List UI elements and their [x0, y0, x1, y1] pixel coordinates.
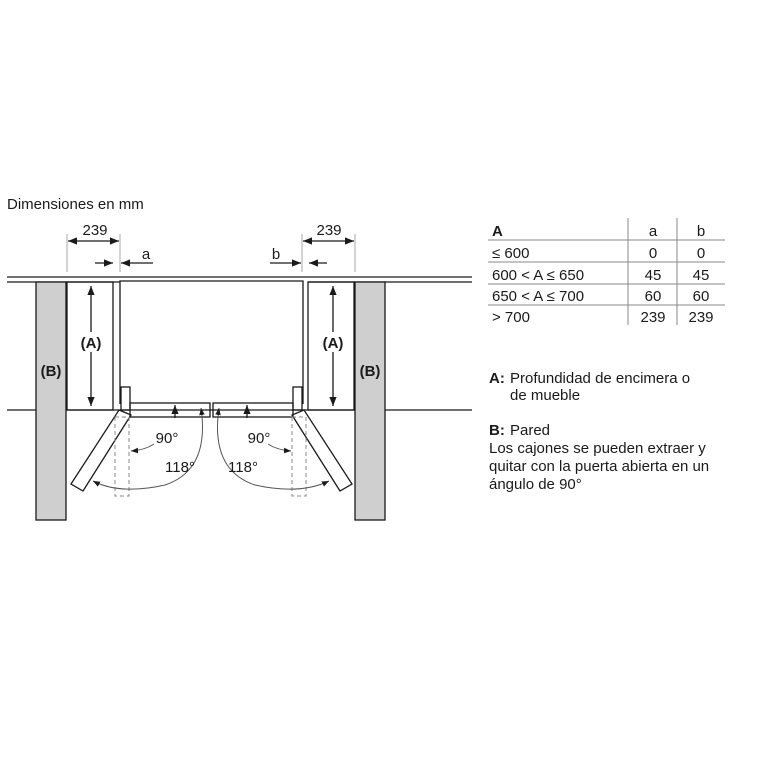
table-header-b: b — [696, 223, 706, 240]
gap-label-b: b — [271, 246, 281, 263]
clearance-table — [488, 218, 725, 326]
diagram-title: Dimensiones en mm — [7, 196, 144, 213]
table-cell: 60 — [644, 288, 662, 305]
table-cell: 0 — [648, 245, 658, 262]
angle-90-left: 90° — [155, 430, 179, 447]
angle-118-left: 118° — [165, 459, 195, 476]
legend-b-title: Pared — [510, 422, 551, 439]
legend-b-line: ángulo de 90° — [489, 476, 582, 493]
table-cell: 239 — [688, 309, 714, 326]
dimension-lines — [67, 234, 355, 272]
table-header-a: a — [648, 223, 658, 240]
wall-label-right: (B) — [359, 363, 381, 380]
angle-118-right: 118° — [228, 459, 258, 476]
hinge-right — [293, 387, 302, 410]
countertop — [7, 277, 472, 410]
dim-239-left: 239 — [82, 222, 108, 239]
door-left-open — [71, 410, 131, 491]
table-cell: > 700 — [492, 309, 530, 326]
legend-a-line1: Profundidad de encimera o — [510, 370, 691, 387]
table-cell: 60 — [692, 288, 710, 305]
table-cell: ≤ 600 — [492, 245, 530, 262]
table-cell: 0 — [696, 245, 706, 262]
legend — [489, 370, 709, 493]
wall-right — [355, 282, 385, 520]
table-header-A: A — [492, 223, 503, 240]
table-cell: 45 — [692, 267, 710, 284]
legend-a-line2: de mueble — [510, 387, 581, 404]
legend-b-key: B: — [489, 422, 505, 439]
depth-label-left: (A) — [80, 335, 102, 352]
table-cell: 239 — [640, 309, 666, 326]
depth-label-right: (A) — [322, 335, 344, 352]
angle-90-right: 90° — [247, 430, 271, 447]
door-right-90-outline — [292, 417, 306, 496]
hinge-left — [121, 387, 130, 410]
table-cell: 650 < A ≤ 700 — [492, 288, 585, 305]
door-right-open — [292, 410, 352, 491]
table-cell: 600 < A ≤ 650 — [492, 267, 585, 284]
dim-239-right: 239 — [316, 222, 342, 239]
gap-label-a: a — [141, 246, 151, 263]
legend-b-line: Los cajones se pueden extraer y — [489, 440, 706, 457]
fridge-body — [120, 281, 303, 404]
legend-b-line: quitar con la puerta abierta en un — [489, 458, 710, 475]
wall-label-left: (B) — [40, 363, 62, 380]
wall-left — [36, 282, 66, 520]
table-cell: 45 — [644, 267, 662, 284]
legend-a-key: A: — [489, 370, 505, 387]
